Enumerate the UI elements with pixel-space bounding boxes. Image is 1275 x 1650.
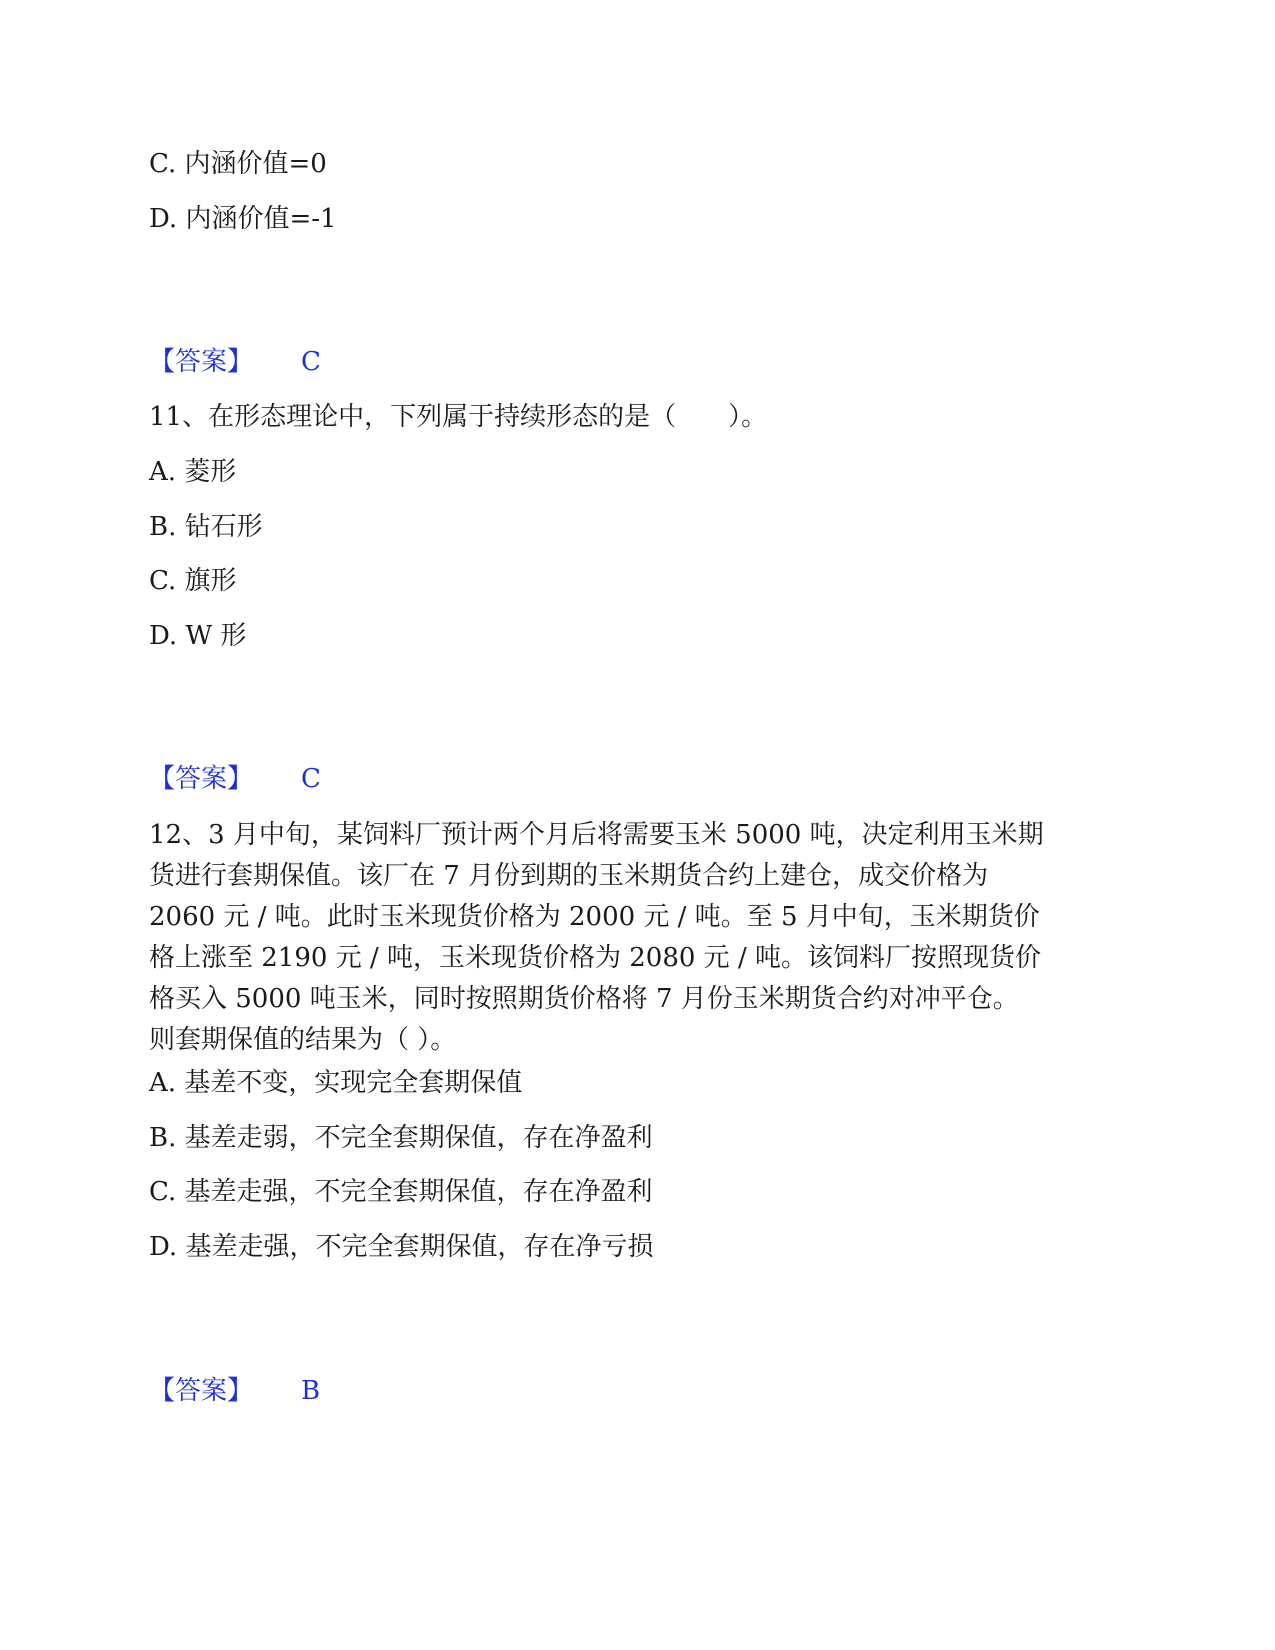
answer-label: 【答案】	[149, 764, 254, 794]
answer-value: C	[301, 764, 321, 794]
q12-answer	[149, 1374, 320, 1408]
answer-label: 【答案】	[149, 1376, 254, 1406]
q12-stem-line: 则套期保值的结果为（ ）。	[149, 1025, 457, 1055]
q12-stem-line: 12、3 月中旬，某饲料厂预计两个月后将需要玉米 5000 吨，决定利用玉米期	[149, 820, 1044, 850]
q11-option-a: A. 菱形	[149, 457, 237, 487]
q12-option-c: C. 基差走强，不完全套期保值，存在净盈利	[149, 1177, 653, 1207]
answer-label: 【答案】	[149, 347, 254, 377]
q11-answer	[149, 762, 321, 796]
q12-stem-line: 货进行套期保值。该厂在 7 月份到期的玉米期货合约上建仓，成交价格为	[149, 861, 989, 891]
q10-option-c: C. 内涵价值=0	[149, 149, 327, 179]
q12-stem-line: 格上涨至 2190 元 / 吨，玉米现货价格为 2080 元 / 吨。该饲料厂按照现货价	[149, 943, 1041, 973]
q11-stem: 11、在形态理论中，下列属于持续形态的是（ ）。	[149, 402, 768, 432]
q12-option-d: D. 基差走强，不完全套期保值，存在净亏损	[149, 1232, 654, 1262]
q12-stem-line: 格买入 5000 吨玉米，同时按照期货价格将 7 月份玉米期货合约对冲平仓。	[149, 984, 1019, 1014]
q12-option-b: B. 基差走弱，不完全套期保值，存在净盈利	[149, 1123, 653, 1153]
q11-option-b: B. 钻石形	[149, 512, 263, 542]
q11-option-c: C. 旗形	[149, 566, 237, 596]
answer-value: C	[301, 347, 321, 377]
q11-option-d: D. W 形	[149, 621, 247, 651]
q12-option-a: A. 基差不变，实现完全套期保值	[149, 1068, 523, 1098]
q10-answer	[149, 345, 321, 379]
q10-option-d: D. 内涵价值=-1	[149, 204, 337, 234]
q12-stem-line: 2060 元 / 吨。此时玉米现货价格为 2000 元 / 吨。至 5 月中旬，玉米期货价	[149, 902, 1040, 932]
q12-stem	[149, 815, 1129, 1061]
answer-value: B	[301, 1376, 321, 1406]
